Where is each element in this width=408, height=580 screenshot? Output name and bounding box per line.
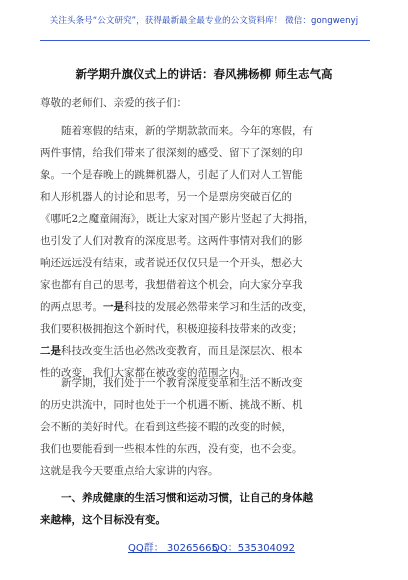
paragraph-line [40, 296, 370, 318]
paragraph-1 [40, 120, 370, 384]
paragraph-2 [40, 372, 370, 482]
line-text: 的两点思考。 [40, 301, 103, 313]
paragraph-line: 会不断的美好时代。在看到这些接不暇的改变的时候， [40, 421, 292, 433]
paragraph-line: 我们也要能看到一些根本性的东西，没有变，也不会变。 [40, 443, 303, 455]
line-text: 科技改变生活也必然改变教育，而且是深层次、根本 [61, 345, 303, 357]
salutation: 尊敬的老师们、亲爱的孩子们： [40, 97, 187, 109]
bold-point-one: 一是 [103, 301, 124, 313]
qq-group-link[interactable]: QQ群： 30265665 [128, 543, 218, 554]
paragraph-line: 的历史洪流中，同时也处于一个机遇不断、挑战不断、机 [40, 399, 303, 411]
paragraph-line: 我们要积极拥抱这个新时代，积极迎接科技带来的改变； [40, 323, 303, 335]
heading-line: 来越棒，这个目标没有变。 [40, 514, 166, 526]
document-title: 新学期升旗仪式上的讲话：春风拂杨柳 师生志气高 [75, 67, 333, 81]
heading-line: 一、养成健康的生活习惯和运动习惯，让自己的身体越 [61, 492, 313, 504]
paragraph-line: 和人形机器人的讨论和思考，另一个是票房突破百亿的 [40, 191, 292, 203]
paragraph-line: 随着寒假的结束，新的学期款款而来。今年的寒假，有 [61, 125, 313, 137]
paragraph-line: 象。一个是春晚上的跳舞机器人，引起了人们对人工智能 [40, 169, 303, 181]
paragraph-line: 这就是我今天要重点给大家讲的内容。 [40, 465, 219, 477]
paragraph-line: 响还远远没有结束，或者说还仅仅只是一个开头，想必大 [40, 257, 303, 269]
header-divider [40, 40, 370, 41]
paragraph-line: 家也都有自己的思考，我想借着这个机会，向大家分享我 [40, 279, 303, 291]
section-heading-1 [40, 487, 370, 531]
paragraph-line: 性的改变，我们大家都在被改变的范围之内。 [40, 367, 250, 379]
paragraph-line: 也引发了人们对教育的深度思考。这两件事情对我们的影 [40, 235, 303, 247]
line-text: 科技的发展必然带来学习和生活的改变， [124, 301, 313, 313]
paragraph-line [40, 340, 370, 362]
header-note: 关注头条号“公文研究”，获得最新最全最专业的公文资料库！ 微信：gongwenyj [49, 16, 359, 26]
qq-contact-link[interactable]: QQ：535304092 [212, 543, 296, 554]
bold-point-two: 二是 [40, 345, 61, 357]
paragraph-line: 新学期，我们处于一个教育深度变革和生活不断改变 [61, 377, 303, 389]
paragraph-line: 两件事情，给我们带来了很深刻的感受、留下了深刻的印 [40, 147, 303, 159]
paragraph-line: 《哪吒2之魔童闹海》，既让大家对国产影片竖起了大拇指， [40, 213, 315, 225]
